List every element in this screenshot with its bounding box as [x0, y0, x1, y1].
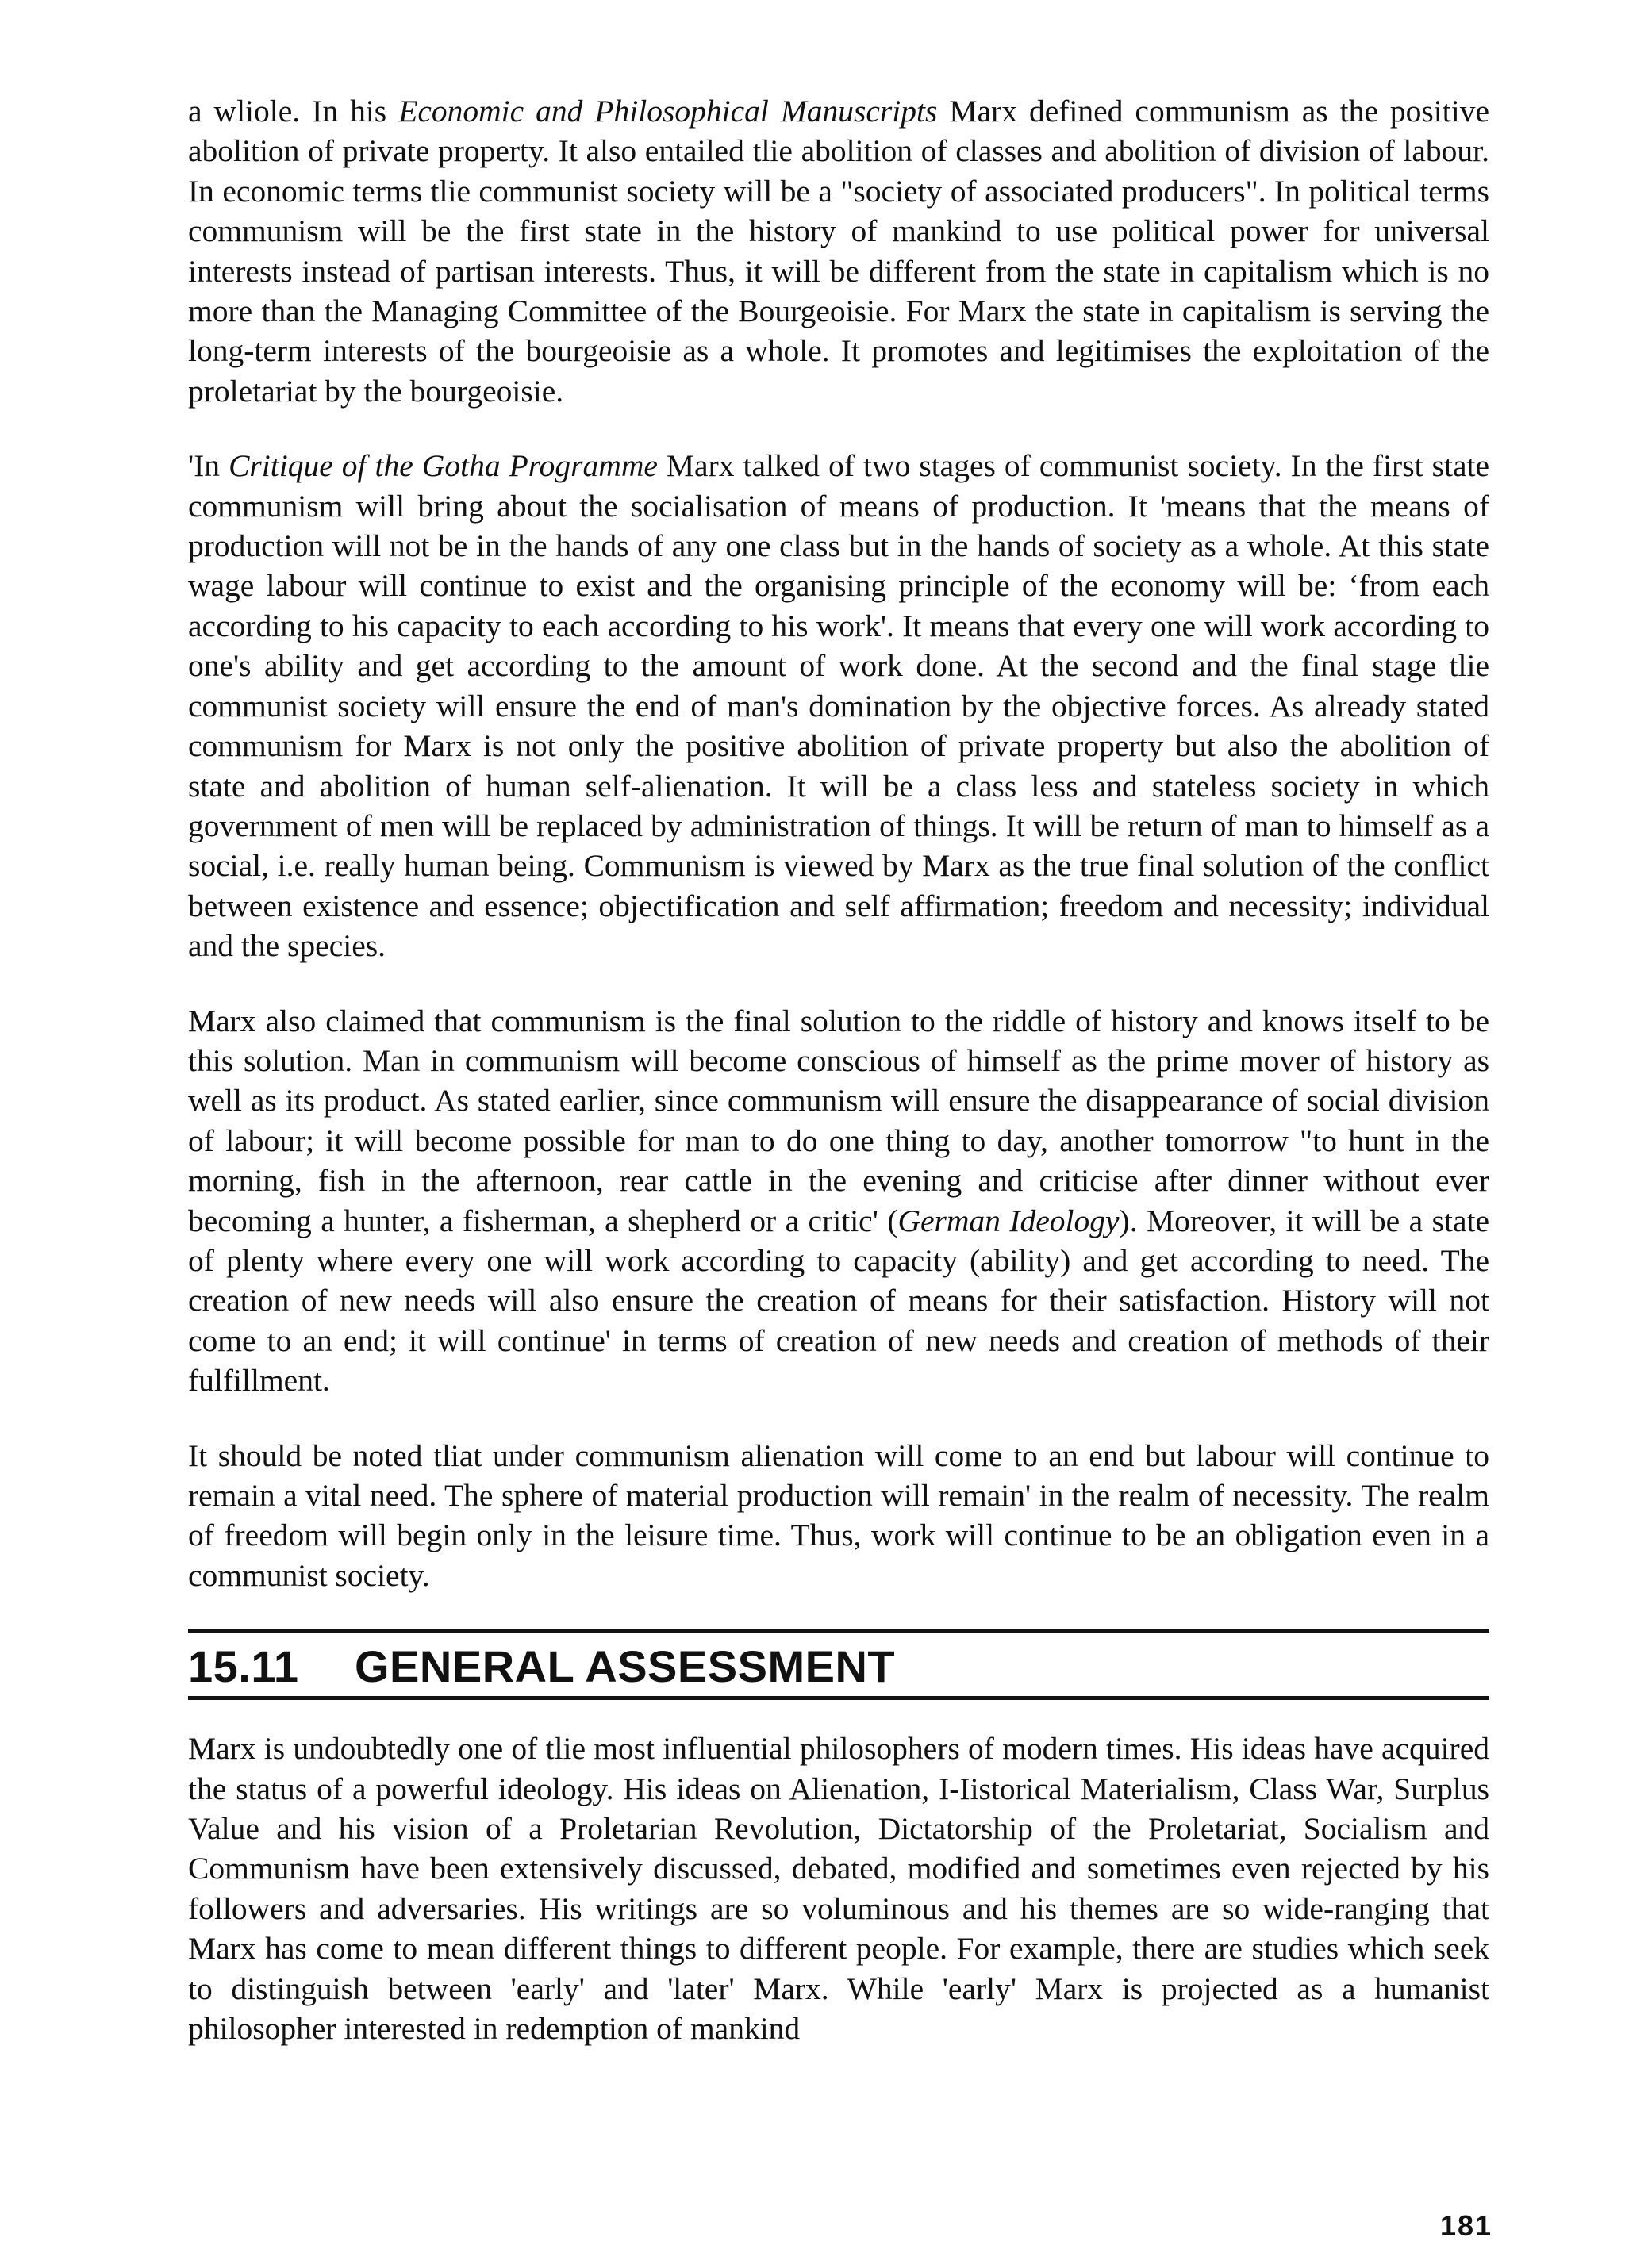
paragraph-1-rest: Marx defined communism as the positive abolition of private property. It also entailed tlie abolition of classes and abolition of division of labour. In economic terms tlie communist society will be a "society of associated producers". In political terms communism will be the first state in the history of mankind to use political power for universal interests instead of partisan interests. Thus, it will be different from the state in capitalism which is no more than the Managing Committee of the Bourgeoisie. For Marx the state in capitalism is serving the long-term interests of the bourgeoisie as a whole. It promotes and legitimises the exploitation of the proletariat by the bourgeoisie.: [188, 94, 1489, 409]
paragraph-1: [188, 91, 1489, 411]
document-page: [188, 91, 1489, 2048]
paragraph-1-lead: a wliole. In his: [188, 94, 399, 129]
section-title: GENERAL ASSESSMENT: [355, 1641, 896, 1692]
paragraph-3-rest: ). Moreover, it will be a state of plenty where every one will work according to capacity (ability) and get according to need. The creation of new needs will also ensure the creation of means for their satisfaction. History will not come to an end; it will continue' in terms of creation of new needs and creation of methods of their fulfillment.: [188, 1203, 1489, 1399]
work-title-manuscripts: Economic and Philosophical Manuscripts: [398, 94, 938, 129]
paragraph-2-rest: Marx talked of two stages of communist society. In the first state communism will bring about the socialisation of means of production. It 'means that the means of production will not be in the hands of any one class but in the hands of society as a whole. At this state wage labour will continue to exist and the organising principle of the economy will be: ‘from each according to his capacity to each according to his work'. It means that every one will work according to one's ability and get according to the amount of work done. At the second and the final stage tlie communist society will ensure the end of man's domination by the objective forces. As already stated communism for Marx is not only the positive abolition of private property but also the abolition of state and abolition of human self-alienation. It will be a class less and stateless society in which government of men will be replaced by administration of things. It will be return of man to himself as a social, i.e. really human being. Communism is viewed by Marx as the true final solution of the conflict between existence and essence; objectification and self affirmation; freedom and necessity; individual and the species.: [188, 448, 1489, 964]
paragraph-3: [188, 1001, 1489, 1401]
section-heading: [188, 1629, 1489, 1700]
paragraph-3-lead: Marx also claimed that communism is the final solution to the riddle of history and knows itself to be this solution. Man in communism will become conscious of himself as the prime mover of history as well as its product. As stated earlier, since communism will ensure the disappearance of social division of labour; it will become possible for man to do one thing to day, another tomorrow "to hunt in the morning, fish in the afternoon, rear cattle in the evening and criticise after dinner without ever becoming a hunter, a fisherman, a shepherd or a critic' (: [188, 1003, 1489, 1238]
paragraph-2-lead: 'In: [188, 448, 229, 484]
paragraph-2: [188, 446, 1489, 965]
work-title-german-ideology: German Ideology: [897, 1203, 1120, 1238]
work-title-gotha: Critique of the Gotha Programme: [229, 448, 658, 484]
page-number: 181: [1440, 2209, 1493, 2242]
section-number: 15.11: [188, 1641, 299, 1692]
paragraph-4: It should be noted tliat under communism alienation will come to an end but labour will continue to remain a vital need. The sphere of material production will remain' in the realm of necessity. The realm of freedom will begin only in the leisure time. Thus, work will continue to be an obligation even in a communist society.: [188, 1437, 1489, 1593]
paragraph-5: Marx is undoubtedly one of tlie most influential philosophers of modern times. His ideas have acquired the status of a powerful ideology. His ideas on Alienation, I-Iistorical Materialism, Class War, Surplus Value and his vision of a Proletarian Revolution, Dictatorship of the Proletariat, Socialism and Communism have been extensively discussed, debated, modified and sometimes even rejected by his followers and adversaries. His writings are so voluminous and his themes are so wide-ranging that Marx has come to mean different things to different people. For example, there are studies which seek to distinguish between 'early' and 'later' Marx. While 'early' Marx is projected as a humanist philosopher interested in redemption of mankind: [188, 1731, 1489, 2047]
